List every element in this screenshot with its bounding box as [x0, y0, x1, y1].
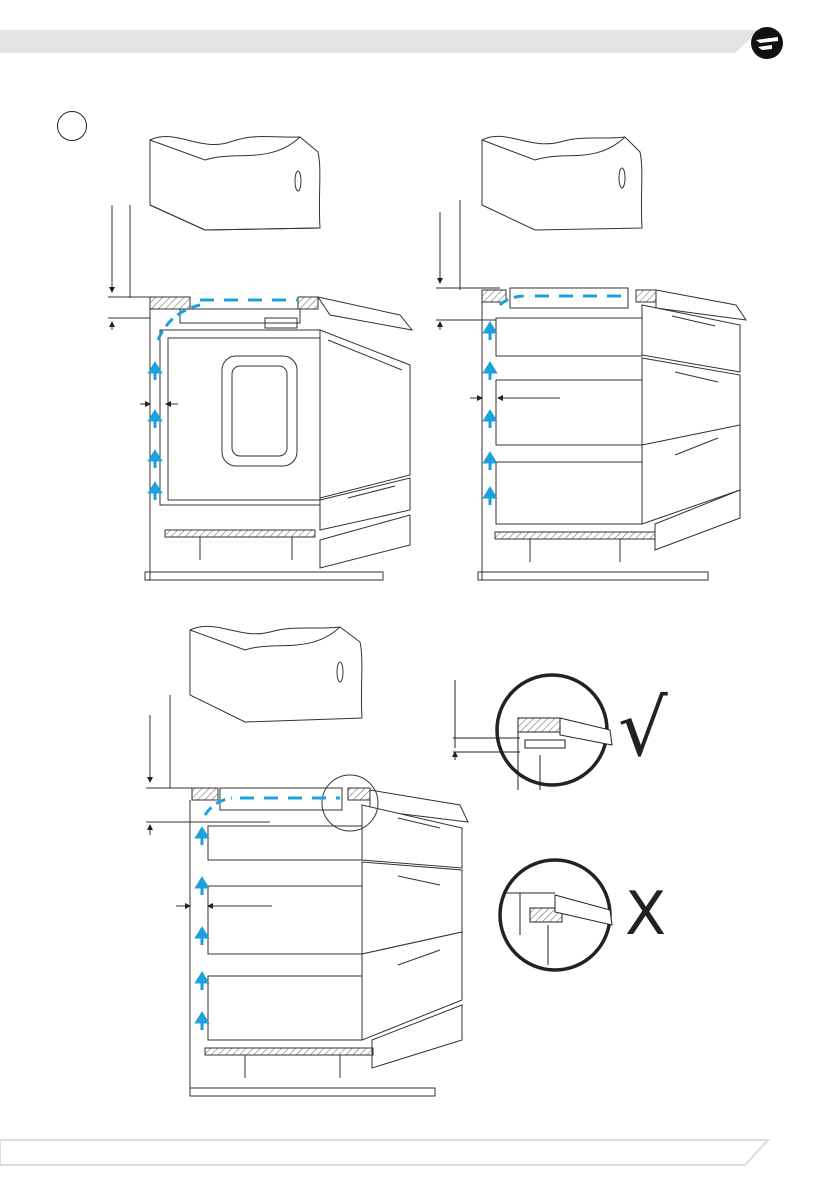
figure-oven-installation	[108, 137, 412, 581]
fagor-logo-icon	[750, 26, 784, 60]
figure-drawer-installation-bottom	[146, 626, 468, 1096]
correct-mark: √	[618, 684, 668, 774]
figure-drawer-installation-top	[436, 136, 746, 580]
incorrect-mark: X	[625, 879, 667, 949]
header-band	[0, 30, 760, 53]
footer-band	[0, 1140, 768, 1165]
step-number-circle	[57, 111, 87, 141]
detail-correct	[453, 675, 612, 790]
detail-incorrect	[500, 860, 612, 970]
